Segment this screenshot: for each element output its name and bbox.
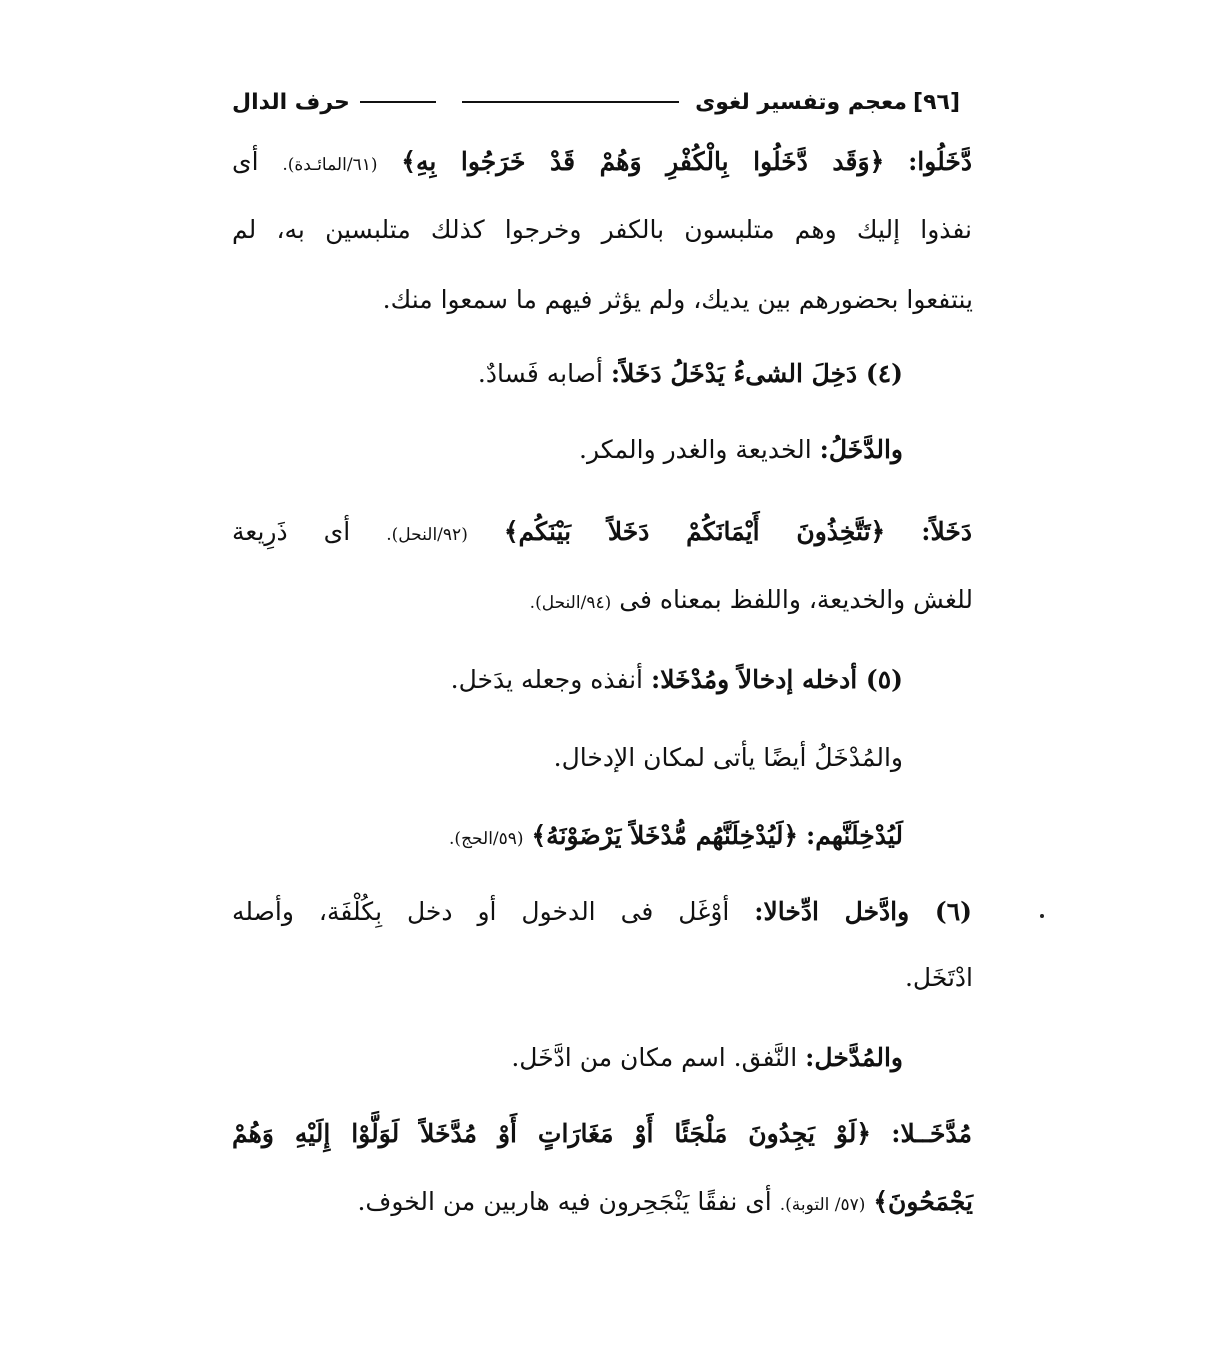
text-span: نفذوا إليك وهم متلبسون بالكفر وخرجوا كذلك متلبسين به، لم bbox=[232, 215, 972, 244]
headword: لَيُدْخِلَنَّهم: bbox=[806, 821, 903, 850]
headword: والدَّخَلُ: bbox=[819, 435, 903, 464]
headword: دَخَلاً: bbox=[921, 517, 972, 546]
text-line-9 bbox=[554, 740, 903, 776]
text-line-4 bbox=[478, 356, 903, 392]
headword: دَّخَلُوا: bbox=[908, 147, 973, 176]
verse-reference: (٩٢/النحل). bbox=[386, 525, 468, 545]
headword: (٥) أدخله إدخالاً ومُدْخَلا: bbox=[650, 665, 903, 694]
scan-speck bbox=[1040, 914, 1044, 918]
text-span: أى ذَرِيعة bbox=[232, 517, 351, 546]
quran-verse: ﴿وَقَد دَّخَلُوا بِالْكُفْرِ وَهُمْ قَدْ خَرَجُوا بِهِ﴾ bbox=[401, 147, 885, 176]
text-line-7 bbox=[530, 582, 973, 621]
text-span: الخديعة والغدر والمكر. bbox=[579, 435, 812, 464]
text-line-5 bbox=[579, 432, 903, 468]
text-line-1 bbox=[232, 144, 972, 183]
text-line-6 bbox=[232, 514, 972, 553]
text-line-3 bbox=[383, 282, 973, 318]
verse-reference: (٥٧/ التوبة). bbox=[779, 1195, 866, 1215]
page-number: [٩٦] bbox=[913, 89, 960, 115]
text-span: للغش والخديعة، واللفظ بمعناه فى bbox=[619, 585, 973, 614]
text-line-13 bbox=[511, 1040, 903, 1076]
quran-verse: يَجْمَحُونَ﴾ bbox=[873, 1187, 973, 1216]
text-span: أنفذه وجعله يدَخل. bbox=[450, 665, 644, 694]
text-line-2 bbox=[232, 212, 972, 248]
text-span: النَّفق. اسم مكان من ادَّخَل. bbox=[511, 1043, 798, 1072]
text-line-10 bbox=[449, 818, 903, 857]
section-title: حرف الدال bbox=[232, 89, 350, 115]
text-span: أصابه فَسادٌ. bbox=[477, 359, 603, 388]
headword: والمُدَّخل: bbox=[805, 1043, 903, 1072]
text-span: أى نفقًا يَنْجَحِرون فيه هاربين من الخوف. bbox=[357, 1187, 772, 1216]
text-span: ادْتَخَل. bbox=[904, 963, 973, 992]
verse-reference: (٩٤/النحل). bbox=[529, 593, 612, 613]
header-rule-short bbox=[360, 101, 436, 103]
text-line-15 bbox=[357, 1184, 973, 1223]
headword: مُدَّخَــلا: bbox=[891, 1119, 972, 1148]
text-line-14 bbox=[232, 1116, 972, 1152]
header-rule bbox=[462, 101, 679, 103]
text-line-8 bbox=[451, 662, 903, 698]
text-line-11 bbox=[232, 894, 972, 930]
page-header bbox=[232, 82, 960, 122]
verse-reference: (٥٩/الحج). bbox=[449, 829, 524, 849]
text-span: أى bbox=[232, 147, 259, 176]
verse-reference: (٦١/المائـدة). bbox=[282, 155, 378, 175]
book-title: معجم وتفسير لغوى bbox=[695, 89, 908, 115]
quran-verse: ﴿لَيُدْخِلَنَّهُم مُّدْخَلاً يَرْضَوْنَهُ﴾ bbox=[531, 821, 799, 850]
headword: (٤) دَخِلَ الشىءُ يَدْخَلُ دَخَلاً: bbox=[610, 359, 903, 388]
quran-verse: ﴿لَوْ يَجِدُونَ مَلْجَئًا أَوْ مَغَارَاتٍ أَوْ مُدَّخَلاً لَوَلَّوْا إِلَيْهِ وَهُمْ bbox=[232, 1119, 872, 1148]
text-span: ينتفعوا بحضورهم بين يديك، ولم يؤثر فيهم ما سمعوا منك. bbox=[382, 285, 973, 314]
text-span: والمُدْخَلُ أيضًا يأتى لمكان الإدخال. bbox=[553, 743, 903, 772]
quran-verse: ﴿تَتَّخِذُونَ أَيْمَانَكُمْ دَخَلاً بَيْنَكُم﴾ bbox=[503, 517, 886, 546]
text-line-12 bbox=[905, 960, 973, 996]
headword: (٦) وادَّخل ادِّخالا: bbox=[754, 897, 972, 926]
text-span: أوْغَل فى الدخول أو دخل بِكُلْفَة، وأصله bbox=[232, 897, 730, 926]
